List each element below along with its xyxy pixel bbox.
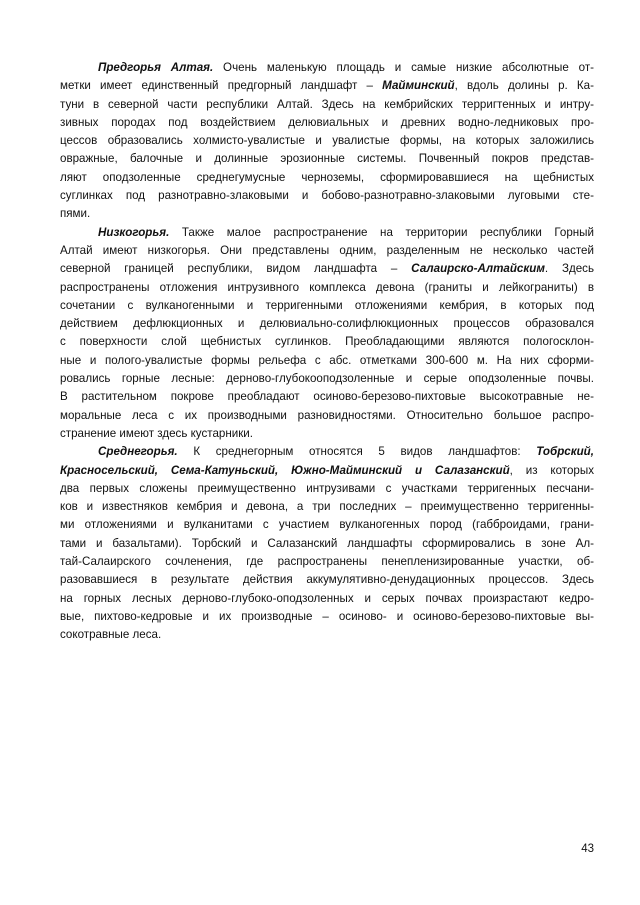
bold-term: Красносельский, Сема-Катуньский, Южно-Майминский и Салазанский [60, 463, 510, 477]
paragraph-srednegorya [60, 443, 594, 644]
text-run: сокотравные леса. [60, 628, 162, 642]
text-line [60, 150, 594, 168]
text-line [60, 480, 594, 498]
text-line [60, 77, 594, 95]
text-run: на горных лесных дерново-глубоко-оподзоленных и серых почвах произрастают кедро- [60, 591, 594, 605]
bold-term: Низкогорья. [98, 225, 170, 239]
text-line [60, 315, 594, 333]
text-run: сочетании с вулканогенными и терригенными отложениями кембрия, в которых под [60, 298, 594, 312]
text-run: северной границей республики, видом ландшафта – [60, 262, 412, 276]
text-line [60, 96, 594, 114]
text-run: , вдоль долины р. Ка- [454, 79, 594, 93]
text-line [60, 571, 594, 589]
text-run: моральные леса с их производными разновидностями. Относительно большое распро- [60, 408, 594, 422]
text-run: Алтай имеют низкогорья. Они представлены одним, разделенным не несколько частей [60, 243, 594, 257]
bold-term: Среднегорья. [98, 445, 178, 459]
text-line [60, 352, 594, 370]
text-run: . Здесь [544, 262, 594, 276]
body-text [60, 59, 594, 645]
text-run: ляют оподзоленные среднегумусные черноземы, сформировавшиеся на щебнистых [60, 170, 594, 184]
text-run: ми отложениями и вулканитами с участием вулканогенных пород (габброидами, грани- [60, 518, 594, 532]
text-line [60, 114, 594, 132]
bold-term: Предгорья Алтая. [98, 61, 214, 74]
text-run: пями. [60, 207, 91, 221]
text-run: разовавшиеся в результате действия аккумулятивно-денудационных процессов. Здесь [60, 573, 594, 587]
bold-term: Тобрский, [536, 445, 594, 459]
text-line [60, 553, 594, 571]
text-line [60, 425, 594, 443]
text-line [60, 132, 594, 150]
text-run: тай-Салаирского сочленения, где распространены пенепленизированные участки, об- [60, 555, 594, 569]
text-line [60, 498, 594, 516]
text-run: В растительном покрове преобладают осиново-березово-пихтовые высокотравные не- [60, 390, 594, 404]
paragraph-predgorya [60, 59, 594, 224]
text-run: ков и известняков кембрия и девона, а три последних – преимущественно терригенны- [60, 500, 594, 514]
text-line [60, 370, 594, 388]
text-line [60, 297, 594, 315]
paragraph-nizkogorya [60, 224, 594, 444]
text-line [60, 608, 594, 626]
text-line [60, 516, 594, 534]
text-line [60, 333, 594, 351]
text-line [60, 626, 594, 644]
text-run: , из которых [509, 463, 594, 477]
text-run: два первых сложены преимущественно интрузивами с участками терригенных песчани- [60, 481, 594, 495]
text-run: вые, пихтово-кедровые и их производные – осиново- и осиново-березово-пихтовые вы- [60, 609, 594, 623]
text-run: туни в северной части республики Алтай. Здесь на кембрийских терригтенных и интру- [60, 97, 594, 111]
text-run: К среднегорным относятся 5 видов ландшафтов: [177, 445, 537, 459]
text-line [60, 462, 594, 480]
text-run: овражные, балочные и долинные эрозионные системы. Почвенный покров представ- [60, 152, 594, 166]
text-line [60, 407, 594, 425]
text-line [60, 205, 594, 223]
text-run: странение имеют здесь кустарники. [60, 426, 253, 440]
text-run: с поверхности слой щебнистых суглинков. Преобладающими являются пологосклон- [60, 335, 594, 349]
text-line [60, 224, 594, 242]
page-number: 43 [581, 843, 594, 855]
text-run: ровались горные лесные: дерново-глубокооподзоленные и серые оподзоленные почвы. [60, 372, 594, 386]
text-line [60, 590, 594, 608]
text-run: зивных породах под воздействием делювиальных и древних водно-ледниковых про- [60, 115, 594, 129]
text-run: Также малое распространение на территории республики Горный [169, 225, 594, 239]
text-line [60, 388, 594, 406]
text-run: ные и полого-увалистые формы рельефа с абс. отметками 300-600 м. На них сформи- [60, 353, 594, 367]
text-run: суглинках под разнотравно-злаковыми и бобово-разнотравно-злаковыми луговыми сте- [60, 189, 594, 203]
text-line [60, 242, 594, 260]
text-line [60, 187, 594, 205]
text-line [60, 59, 594, 77]
text-line [60, 169, 594, 187]
text-run: тами и базальтами). Торбский и Салазанский ландшафты сформировались в зоне Ал- [60, 536, 594, 550]
bold-term: Майминский [382, 79, 455, 93]
text-run: действием дефлюкционных и делювиально-солифлюкционных процессов образовался [60, 317, 594, 331]
text-line [60, 260, 594, 278]
text-line [60, 279, 594, 297]
text-run: метки имеет единственный предгорный ландшафт – [60, 79, 383, 93]
text-run: распространены отложения интрузивного комплекса девона (граниты и лейкограниты) в [60, 280, 594, 294]
text-line [60, 535, 594, 553]
text-run: Очень маленькую площадь и самые низкие абсолютные от- [213, 61, 594, 74]
text-line [60, 443, 594, 461]
bold-term: Салаирско-Алтайским [411, 262, 545, 276]
text-run: цессов образовались холмисто-увалистые и увалистые формы, на которых заложились [60, 134, 594, 148]
